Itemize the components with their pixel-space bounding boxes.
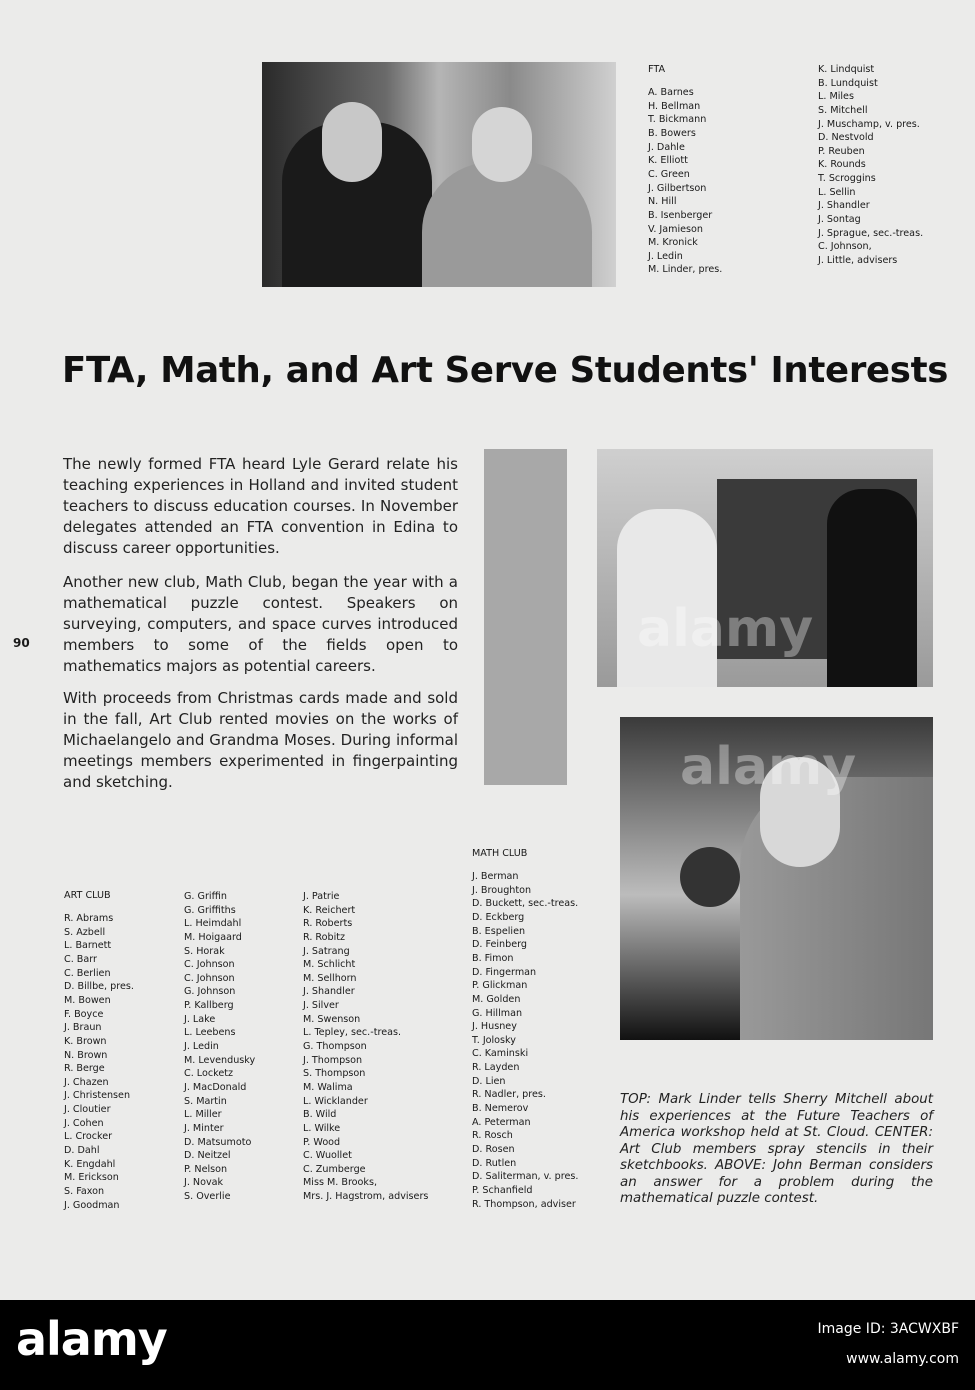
member-name: F. Boyce — [64, 1008, 104, 1020]
page-title: FTA, Math, and Art Serve Students' Interests — [62, 350, 949, 391]
member-name: C. Green — [648, 168, 690, 180]
member-name: M. Hoigaard — [184, 931, 242, 943]
member-name: L. Sellin — [818, 186, 856, 198]
member-name: S. Azbell — [64, 926, 106, 938]
member-name: J. Goodman — [64, 1199, 120, 1211]
member-name: G. Hillman — [472, 1007, 523, 1019]
site-url[interactable]: www.alamy.com — [846, 1351, 959, 1367]
member-name: C. Johnson, — [818, 241, 872, 253]
member-name: B. Bowers — [648, 128, 696, 140]
member-name: P. Wood — [303, 1136, 341, 1148]
member-name: R. Robitz — [303, 931, 346, 943]
member-name: A. Peterman — [472, 1116, 531, 1128]
member-name: D. Buckett, sec.-treas. — [472, 898, 579, 910]
member-name: P. Glickman — [472, 980, 528, 992]
member-name: L. Heimdahl — [184, 918, 242, 930]
math-club-list — [472, 847, 579, 1210]
member-name: C. Zumberge — [303, 1163, 366, 1175]
member-name: R. Nadler, pres. — [472, 1089, 546, 1101]
member-name: B. Fimon — [472, 952, 514, 964]
member-name: H. Bellman — [648, 100, 701, 112]
member-name: G. Johnson — [184, 986, 236, 998]
member-name: J. Berman — [472, 871, 519, 883]
member-name: M. Schlicht — [303, 959, 356, 971]
member-name: P. Nelson — [184, 1163, 228, 1175]
member-name: B. Wild — [303, 1109, 337, 1121]
member-name: D. Eckberg — [472, 912, 525, 924]
member-name: M. Linder, pres. — [648, 264, 723, 276]
member-name: B. Isenberger — [648, 209, 713, 221]
photo-caption: TOP: Mark Linder tells Sherry Mitchell about his experiences at the Future Teachers of America workshop held at St. Cloud. CENTER: Art Club members spray stencils in their sketchbooks. ABOVE: John Berman considers an answer for a problem during the mathematical puzzle contest. — [620, 1092, 933, 1206]
member-name: M. Swenson — [303, 1013, 361, 1025]
member-name: N. Brown — [64, 1049, 108, 1061]
member-name: J. Shandler — [818, 200, 870, 212]
member-name: T. Jolosky — [472, 1034, 516, 1046]
member-name: P. Reuben — [818, 145, 865, 157]
member-name: D. Feinberg — [472, 939, 527, 951]
photo-math-club — [620, 717, 933, 1040]
member-name: Miss M. Brooks, — [303, 1177, 378, 1189]
member-name: J. Ledin — [184, 1041, 219, 1053]
member-name: J. Dahle — [648, 141, 685, 153]
member-name: J. Sontag — [818, 214, 861, 226]
member-name: C. Wuollet — [303, 1150, 352, 1162]
fta-list-col1 — [648, 63, 723, 276]
art-club-col1 — [64, 889, 134, 1211]
member-name: D. Lien — [472, 1075, 506, 1087]
member-name: L. Wilke — [303, 1122, 341, 1134]
member-name: G. Griffiths — [184, 904, 236, 916]
paragraph-fta: The newly formed FTA heard Lyle Gerard relate his teaching experiences in Holland and invited student teachers to discuss education courses. In November delegates attended an FTA convention in Edina to discuss career opportunities. — [63, 455, 458, 557]
member-name: S. Martin — [184, 1095, 227, 1107]
member-name: R. Abrams — [64, 913, 114, 925]
member-name: G. Thompson — [303, 1041, 367, 1053]
member-name: K. Lindquist — [818, 64, 875, 75]
member-name: D. Fingerman — [472, 966, 537, 978]
member-name: J. Muschamp, v. pres. — [818, 118, 920, 130]
member-name: B. Nemerov — [472, 1103, 529, 1115]
member-name: G. Griffin — [184, 891, 227, 902]
member-name: J. Christensen — [64, 1090, 131, 1102]
member-name: D. Matsumoto — [184, 1136, 252, 1148]
member-name: L. Wicklander — [303, 1095, 368, 1107]
member-name: V. Jamieson — [648, 223, 703, 235]
member-name: D. Billbe, pres. — [64, 981, 134, 993]
member-name: P. Kallberg — [184, 1000, 234, 1012]
member-name: R. Rosch — [472, 1130, 513, 1142]
member-name: J. Lake — [184, 1013, 216, 1025]
member-name: N. Hill — [648, 196, 677, 208]
member-name: D. Dahl — [64, 1145, 100, 1157]
member-name: M. Erickson — [64, 1172, 119, 1184]
member-name: J. Satrang — [303, 945, 350, 957]
page-number: 90 — [13, 636, 30, 650]
member-name: J. Little, advisers — [818, 254, 898, 266]
member-name: J. MacDonald — [184, 1081, 247, 1093]
member-name: C. Johnson — [184, 959, 235, 971]
member-name: S. Mitchell — [818, 104, 868, 116]
stock-footer — [0, 1300, 975, 1390]
fta-list-col2 — [818, 63, 923, 268]
member-name: J. Broughton — [472, 884, 532, 896]
member-name: P. Schanfield — [472, 1184, 533, 1196]
member-name: K. Brown — [64, 1035, 107, 1047]
member-name: L. Leebens — [184, 1027, 236, 1039]
member-name: J. Gilbertson — [648, 182, 707, 194]
paragraph-art: With proceeds from Christmas cards made and sold in the fall, Art Club rented movies on the works of Michaelangelo and Grandma Moses. During informal meetings members experimented in fingerpainting and sketching. — [63, 689, 458, 791]
paragraph-math: Another new club, Math Club, began the year with a mathematical puzzle contest. Speakers on surveying, computers, and space curves introduced members to some of the fields open to mathematics majors as potential careers. — [63, 573, 458, 675]
member-name: K. Rounds — [818, 159, 866, 171]
member-name: C. Johnson — [184, 972, 235, 984]
member-name: J. Thompson — [303, 1054, 363, 1066]
member-name: M. Golden — [472, 993, 521, 1005]
member-name: S. Thompson — [303, 1068, 366, 1080]
member-name: B. Lundquist — [818, 77, 878, 89]
member-name: L. Barnett — [64, 940, 112, 952]
photo-art-club — [597, 449, 933, 687]
image-id: Image ID: 3ACWXBF — [817, 1321, 959, 1337]
member-name: L. Tepley, sec.-treas. — [303, 1027, 402, 1039]
member-name: J. Braun — [64, 1022, 102, 1034]
member-name: C. Barr — [64, 954, 97, 966]
member-name: C. Kaminski — [472, 1048, 529, 1060]
member-name: T. Scroggins — [818, 173, 876, 185]
member-name: R. Roberts — [303, 918, 353, 930]
member-name: K. Reichert — [303, 904, 356, 916]
gray-accent-bar — [484, 449, 567, 785]
member-name: J. Patrie — [303, 891, 340, 902]
member-name: J. Minter — [184, 1122, 224, 1134]
member-name: K. Engdahl — [64, 1158, 116, 1170]
art-club-col2 — [184, 890, 255, 1204]
member-name: M. Kronick — [648, 237, 698, 249]
member-name: D. Rutlen — [472, 1157, 517, 1169]
member-name: D. Nestvold — [818, 132, 874, 144]
member-name: S. Horak — [184, 945, 225, 957]
member-name: L. Crocker — [64, 1131, 113, 1143]
member-name: R. Berge — [64, 1063, 105, 1075]
watermark: alamy — [680, 737, 857, 797]
member-name: C. Locketz — [184, 1068, 234, 1080]
member-name: M. Walima — [303, 1081, 353, 1093]
member-name: D. Neitzel — [184, 1150, 231, 1162]
member-name: J. Cohen — [64, 1117, 104, 1129]
member-name: A. Barnes — [648, 87, 694, 99]
member-name: C. Berlien — [64, 967, 111, 979]
member-name: T. Bickmann — [648, 114, 707, 126]
art-club-col3 — [303, 890, 428, 1204]
fta-header: FTA — [648, 64, 666, 75]
member-name: M. Bowen — [64, 994, 111, 1006]
art-club-header: ART CLUB — [64, 890, 111, 901]
watermark: alamy — [637, 599, 814, 659]
member-name: B. Espelien — [472, 925, 526, 937]
member-name: J. Novak — [184, 1177, 224, 1189]
member-name: J. Cloutier — [64, 1104, 111, 1116]
alamy-logo: alamy — [16, 1312, 167, 1366]
member-name: J. Silver — [303, 1000, 339, 1012]
member-name: R. Thompson, adviser — [472, 1198, 576, 1210]
member-name: S. Faxon — [64, 1185, 105, 1197]
member-name: M. Levendusky — [184, 1054, 256, 1066]
member-name: Mrs. J. Hagstrom, advisers — [303, 1191, 429, 1203]
member-name: J. Sprague, sec.-treas. — [818, 227, 924, 239]
member-name: S. Overlie — [184, 1191, 231, 1203]
member-name: J. Husney — [472, 1021, 517, 1033]
member-name: K. Elliott — [648, 155, 688, 167]
member-name: J. Chazen — [64, 1076, 109, 1088]
member-name: J. Shandler — [303, 986, 355, 998]
member-name: L. Miller — [184, 1109, 222, 1121]
member-name: R. Layden — [472, 1062, 520, 1074]
member-name: D. Rosen — [472, 1143, 515, 1155]
math-club-header: MATH CLUB — [472, 848, 528, 859]
photo-fta-students — [262, 62, 616, 287]
member-name: L. Miles — [818, 91, 854, 103]
member-name: D. Saliterman, v. pres. — [472, 1171, 579, 1183]
member-name: J. Ledin — [648, 250, 683, 262]
member-name: M. Sellhorn — [303, 972, 357, 984]
